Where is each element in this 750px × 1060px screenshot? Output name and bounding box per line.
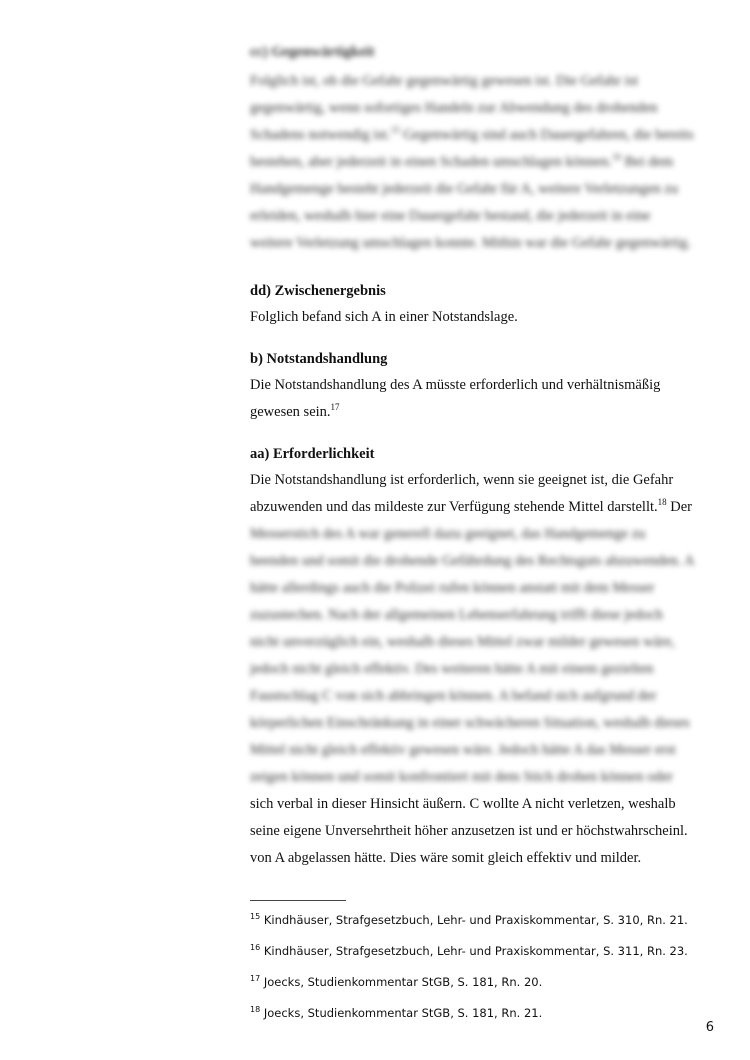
section-aa xyxy=(250,444,712,872)
paragraph-line: nicht unverzüglich ein, weshalb dieses Mittel zwar milder gewesen wäre, xyxy=(250,634,675,650)
footnote: $^{18}$ Joecks, Studienkommentar StGB, S. 181, Rn. 21. xyxy=(250,1005,543,1020)
section-dd xyxy=(250,281,712,331)
footnote: $^{15}$ Kindhäuser, Strafgesetzbuch, Lehr- und Praxiskommentar, S. 310, Rn. 21. xyxy=(250,912,688,927)
paragraph-line: sich verbal in dieser Hinsicht äußern. C wollte A nicht verletzen, weshalb xyxy=(250,796,676,812)
paragraph-line: Messerstich des A war generell dazu geeignet, das Handgemenge zu xyxy=(250,526,646,542)
paragraph-line: Schadens notwendig ist.$^{15}$ Gegenwärtig sind auch Dauergefahren, die bereits xyxy=(250,125,694,143)
paragraph-line: zeigen können und somit konfrontiert mit dem Stich drohen können oder xyxy=(250,769,673,785)
paragraph-line: Folglich befand sich A in einer Notstandslage. xyxy=(250,309,518,325)
footnote-ref: 16 xyxy=(611,152,621,163)
footnote-divider xyxy=(250,900,346,901)
paragraph-line: erleiden, weshalb hier eine Dauergefahr bestand, die jederzeit in eine xyxy=(250,208,651,224)
paragraph-line: zuzustechen. Nach der allgemeinen Lebenserfahrung trifft diese jedoch xyxy=(250,607,663,623)
section-cc xyxy=(250,42,712,257)
paragraph-line: Handgemenge besteht jederzeit die Gefahr für A, weitere Verletzungen zu xyxy=(250,181,679,197)
paragraph-line: Faustschlag C von sich abbringen können. A befand sich aufgrund der xyxy=(250,688,657,704)
paragraph-line: weitere Verletzung umschlagen konnte. Mithin war die Gefahr gegenwärtig. xyxy=(250,235,692,251)
section-b xyxy=(250,349,712,426)
section-b-heading: b) Notstandshandlung xyxy=(250,351,388,367)
section-cc-heading: cc) Gegenwärtigkeit xyxy=(250,44,375,60)
footnote-ref: 17 xyxy=(330,402,340,413)
footnote: $^{17}$ Joecks, Studienkommentar StGB, S. 181, Rn. 20. xyxy=(250,974,543,989)
paragraph-line: seine eigene Unversehrtheit höher anzusetzen ist und er höchstwahrscheinl. xyxy=(250,823,688,839)
paragraph-line: beenden und somit die drohende Gefährdung des Rechtsguts abzuwenden. A xyxy=(250,553,695,569)
paragraph-line: hätte allerdings auch die Polizei rufen können anstatt mit dem Messer xyxy=(250,580,655,596)
paragraph-line: abzuwenden und das mildeste zur Verfügung stehende Mittel darstellt.$^{18}$ Der xyxy=(250,497,693,515)
paragraph-line: Die Notstandshandlung des A müsste erforderlich und verhältnismäßig xyxy=(250,377,661,393)
footnote-ref: 15 xyxy=(390,125,400,136)
paragraph-line: bestehen, aber jederzeit in einen Schaden umschlagen können.$^{16}$ Bei dem xyxy=(250,152,674,170)
paragraph-line: gegenwärtig, wenn sofortiges Handeln zur Abwendung des drohenden xyxy=(250,100,658,116)
section-aa-heading: aa) Erforderlichkeit xyxy=(250,446,375,462)
paragraph-line: körperlichen Einschränkung in einer schwächeren Situation, weshalb dieses xyxy=(250,715,690,731)
section-dd-heading: dd) Zwischenergebnis xyxy=(250,283,386,299)
blurred-paragraph xyxy=(250,521,712,791)
footnote-ref: 18 xyxy=(657,497,667,508)
paragraph-line: gewesen sein.$^{17}$ xyxy=(250,402,340,420)
paragraph-line: jedoch nicht gleich effektiv. Des weiteren hätte A mit einem gezielten xyxy=(250,661,654,677)
paragraph-line: Die Notstandshandlung ist erforderlich, wenn sie geeignet ist, die Gefahr xyxy=(250,472,674,488)
paragraph-line: Folglich ist, ob die Gefahr gegenwärtig gewesen ist. Die Gefahr ist xyxy=(250,73,639,89)
paragraph-line: Mittel nicht gleich effektiv gewesen wäre. Jedoch hätte A das Messer erst xyxy=(250,742,676,758)
paragraph-line: von A abgelassen hätte. Dies wäre somit gleich effektiv und milder. xyxy=(250,850,642,866)
footnote: $^{16}$ Kindhäuser, Strafgesetzbuch, Lehr- und Praxiskommentar, S. 311, Rn. 23. xyxy=(250,943,688,958)
page-number: 6 xyxy=(705,1020,714,1035)
